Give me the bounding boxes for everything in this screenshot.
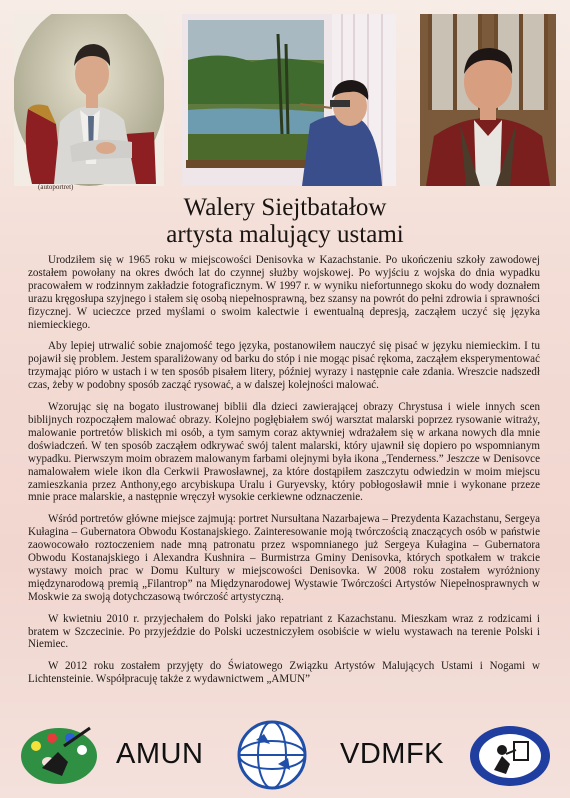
vdmfk-emblem-icon: [468, 724, 552, 788]
artist-portrait-photo: [420, 14, 556, 186]
palette-logo-icon: [18, 722, 100, 788]
biography-text: [28, 254, 540, 695]
amun-logo-text: AMUN: [116, 738, 204, 770]
title-name: Walery Siejtbatałow: [183, 194, 387, 221]
paragraph-1: Urodziłem się w 1965 roku w miejscowości Denisovka w Kazachstanie. Po ukończeniu szkoły zawodowej zostałem powołany na okres dwóch lat do czynnej służby wojskowej. Po wyjściu z wojska do dnia wypadku pracowałem w rodzinnym zakładzie fotograficznym. W 1997 r. w wyniku niefortunnego skoku do wody doznałem urazu kręgosłupa szyjnego i stałem się osobą niepełnosprawną, bez szansy na powrót do pełni zdrowia i sprawności fizycznej. W ucieczce przed myślami o swoim kalectwie i ewentualną depresją, zacząłem uczyć się języka niemieckiego.: [28, 254, 541, 331]
logo-row: [0, 716, 570, 792]
painting-with-mouth-photo: [182, 14, 396, 186]
vdmfk-logo-text: VDMFK: [340, 738, 444, 770]
paragraph-4: Wśród portretów główne miejsce zajmują: portret Nursułtana Nazarbajewa – Prezydenta Kazachstanu, Sergeya Kułagina – Gubernatora Obwodu Kostanajskiego. Zainteresowanie moją twórczością znaczących osób w państwie zaowocowało roztoczeniem nade mną patronatu przez wspomnianego już Sergeya Kułagina – Gubernatora Obwodu Kostanajskiego i Alexandra Kushnira – Burmistrza Gminy Denisovka, których spotkałem w trakcie wystawy moich prac w Domu Kultury w miejscowości Denisovka. W 2008 roku zostałem wyróżniony międzynarodową premią „Filantrop” na Międzynarodowej Wystawie Twórczości Artystów Niepełnosprawnych w Moskwie za swoją dotychczasową twórczość artystyczną.: [28, 513, 540, 603]
title-subtitle: artysta malujący ustami: [166, 221, 404, 248]
paragraph-2: Aby lepiej utrwalić sobie znajomość tego języka, postanowiłem nauczyć się pisać w języku niemieckim. I tu pojawił się problem. Jestem sparaliżowany od barku do stóp i nie mogąc pisać rękoma, zacząłem eksperymentować trzymając pióro w ustach i w ten sposób pisałem litery, później wyrazy i następnie całe zdania. Wreszcie nadszedł czas, żeby w podobny sposób zacząć rysować, a w dalszej kolejności malować.: [28, 340, 540, 392]
paragraph-3: Wzorując się na bogato ilustrowanej biblii dla dzieci zawierającej obrazy Chrystusa i wiele innych scen biblijnych rozpocząłem malować obrazy. Kolejno pogłębiałem swój warsztat malarski poprzez rysowanie witraży, malowanie portretów bliskich mi osób, a tym samym coraz aktywniej wdrażałem się w arkana nowych dla mnie doświadczeń. W ten sposób zacząłem odkrywać swój talent malarski, który ujawnił się dopiero po wspomnianym wypadku. Pierwszym moim obrazem malowanym farbami olejnymi była ikona „Tenderness.” Jeszcze w Denisovce namalowałem wiele ikon dla Cerkwii Prawosławnej, za które dostąpiłem zaszczytu odwiedzin w moim miejscu zamieszkania przez Anthony,ego arcybiskupa Uralu i Guryevsky, który pobłogosławił mnie i wykonane przeze mnie prace malarskie, a następnie wręczył wysokie cerkiewne odznaczenie.: [28, 401, 540, 504]
self-portrait-photo: [14, 14, 164, 186]
photo-caption: (autoportret): [38, 183, 74, 191]
globe-logo-icon: [234, 720, 310, 790]
photo-strip: [14, 14, 556, 194]
page-title: [0, 194, 570, 248]
paragraph-5: W kwietniu 2010 r. przyjechałem do Polski jako repatriant z Kazachstanu. Mieszkam wraz z rodzicami i bratem w Szczecinie. Po przyjeździe do Polski uczestniczyłem osobiście w wielu wystawach na terenie Polski i Niemiec.: [28, 612, 540, 651]
paragraph-6: W 2012 roku zostałem przyjęty do Światowego Związku Artystów Malujących Ustami i Nogami w Lichtensteinie. Współpracuję także z wydawnictwem „AMUN”: [28, 660, 540, 686]
